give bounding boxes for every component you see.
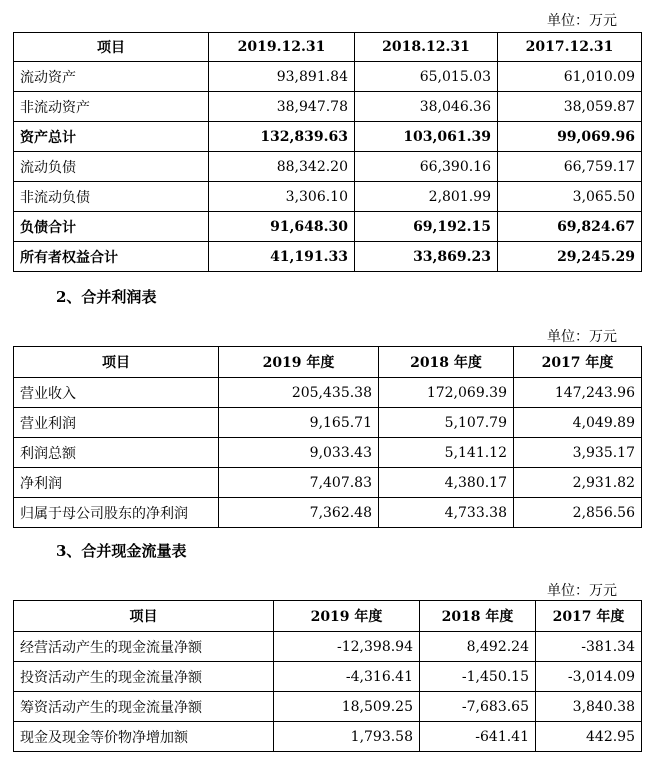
value-2017: 66,759.17 <box>498 152 642 182</box>
row-label: 净利润 <box>14 468 219 498</box>
income-header-2018: 2018 年度 <box>379 347 514 378</box>
cashflow-statement-table <box>13 600 642 752</box>
value-2019: 1,793.58 <box>274 722 420 752</box>
row-label: 资产总计 <box>14 122 209 152</box>
income-statement-title: 2、合并利润表 <box>56 288 157 306</box>
cashflow-header-2019: 2019 年度 <box>274 601 420 632</box>
value-2018: -1,450.15 <box>420 662 536 692</box>
income-header-2019: 2019 年度 <box>219 347 379 378</box>
value-2018: 66,390.16 <box>355 152 498 182</box>
value-2017: 69,824.67 <box>498 212 642 242</box>
value-2018: 33,869.23 <box>355 242 498 272</box>
value-2019: 3,306.10 <box>209 182 355 212</box>
value-2019: 18,509.25 <box>274 692 420 722</box>
table-row <box>14 182 642 212</box>
row-label: 营业利润 <box>14 408 219 438</box>
value-2017: 3,840.38 <box>536 692 642 722</box>
value-2018: 38,046.36 <box>355 92 498 122</box>
value-2017: 3,065.50 <box>498 182 642 212</box>
value-2019: 41,191.33 <box>209 242 355 272</box>
value-2018: 4,733.38 <box>379 498 514 528</box>
table-row <box>14 92 642 122</box>
row-label: 利润总额 <box>14 438 219 468</box>
balance-unit-label: 单位：万元 <box>547 13 617 29</box>
cashflow-header-2017: 2017 年度 <box>536 601 642 632</box>
table-row <box>14 122 642 152</box>
row-label: 流动负债 <box>14 152 209 182</box>
row-label: 投资活动产生的现金流量净额 <box>14 662 274 692</box>
table-row <box>14 632 642 662</box>
value-2019: -12,398.94 <box>274 632 420 662</box>
value-2019: -4,316.41 <box>274 662 420 692</box>
value-2017: 442.95 <box>536 722 642 752</box>
value-2017: 61,010.09 <box>498 62 642 92</box>
income-header-item: 项目 <box>14 347 219 378</box>
value-2018: 172,069.39 <box>379 378 514 408</box>
value-2017: 4,049.89 <box>514 408 642 438</box>
value-2018: 8,492.24 <box>420 632 536 662</box>
table-row <box>14 692 642 722</box>
row-label: 非流动资产 <box>14 92 209 122</box>
value-2017: 147,243.96 <box>514 378 642 408</box>
cashflow-header-item: 项目 <box>14 601 274 632</box>
value-2019: 7,362.48 <box>219 498 379 528</box>
value-2018: 5,141.12 <box>379 438 514 468</box>
value-2017: 2,856.56 <box>514 498 642 528</box>
value-2018: 65,015.03 <box>355 62 498 92</box>
income-unit-label: 单位：万元 <box>547 329 617 345</box>
row-label: 流动资产 <box>14 62 209 92</box>
balance-header-2017: 2017.12.31 <box>498 33 642 62</box>
value-2017: -3,014.09 <box>536 662 642 692</box>
balance-header-item: 项目 <box>14 33 209 62</box>
row-label: 现金及现金等价物净增加额 <box>14 722 274 752</box>
value-2017: 29,245.29 <box>498 242 642 272</box>
value-2017: 38,059.87 <box>498 92 642 122</box>
row-label: 负债合计 <box>14 212 209 242</box>
table-row <box>14 662 642 692</box>
value-2019: 88,342.20 <box>209 152 355 182</box>
value-2017: 99,069.96 <box>498 122 642 152</box>
value-2017: -381.34 <box>536 632 642 662</box>
value-2019: 132,839.63 <box>209 122 355 152</box>
table-row <box>14 62 642 92</box>
income-statement-table <box>13 346 642 528</box>
balance-sheet-table <box>13 32 642 272</box>
cashflow-header-2018: 2018 年度 <box>420 601 536 632</box>
cashflow-statement-title: 3、合并现金流量表 <box>56 542 187 560</box>
table-row <box>14 468 642 498</box>
value-2018: 69,192.15 <box>355 212 498 242</box>
value-2017: 2,931.82 <box>514 468 642 498</box>
value-2019: 38,947.78 <box>209 92 355 122</box>
row-label: 所有者权益合计 <box>14 242 209 272</box>
value-2018: 4,380.17 <box>379 468 514 498</box>
table-row <box>14 408 642 438</box>
row-label: 筹资活动产生的现金流量净额 <box>14 692 274 722</box>
value-2019: 205,435.38 <box>219 378 379 408</box>
row-label: 经营活动产生的现金流量净额 <box>14 632 274 662</box>
value-2017: 3,935.17 <box>514 438 642 468</box>
cashflow-unit-label: 单位：万元 <box>547 583 617 599</box>
table-row <box>14 722 642 752</box>
table-row <box>14 212 642 242</box>
row-label: 营业收入 <box>14 378 219 408</box>
value-2019: 93,891.84 <box>209 62 355 92</box>
value-2019: 9,165.71 <box>219 408 379 438</box>
income-header-2017: 2017 年度 <box>514 347 642 378</box>
value-2018: 103,061.39 <box>355 122 498 152</box>
value-2019: 7,407.83 <box>219 468 379 498</box>
value-2018: 2,801.99 <box>355 182 498 212</box>
balance-header-2018: 2018.12.31 <box>355 33 498 62</box>
value-2018: -7,683.65 <box>420 692 536 722</box>
value-2019: 91,648.30 <box>209 212 355 242</box>
table-row <box>14 152 642 182</box>
row-label: 非流动负债 <box>14 182 209 212</box>
value-2018: 5,107.79 <box>379 408 514 438</box>
table-row <box>14 378 642 408</box>
table-row <box>14 498 642 528</box>
value-2018: -641.41 <box>420 722 536 752</box>
row-label: 归属于母公司股东的净利润 <box>14 498 219 528</box>
table-row <box>14 242 642 272</box>
balance-header-2019: 2019.12.31 <box>209 33 355 62</box>
table-row <box>14 438 642 468</box>
value-2019: 9,033.43 <box>219 438 379 468</box>
